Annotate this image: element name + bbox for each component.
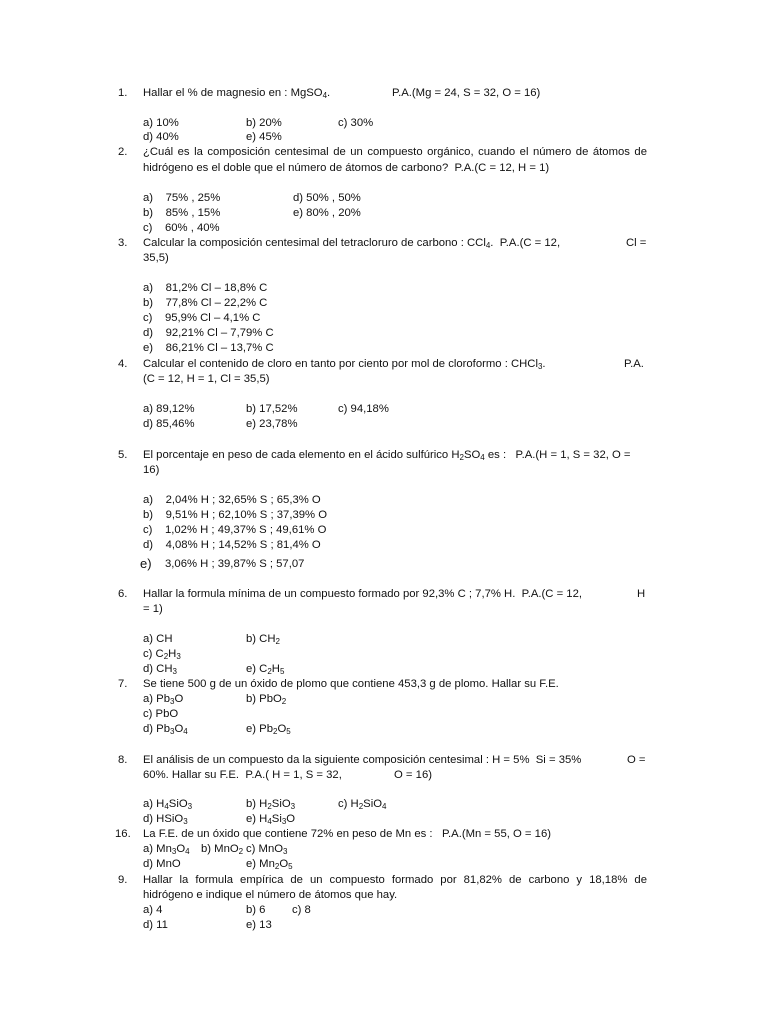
question-text-line: ¿Cuál es la composición centesimal de un compuesto orgánico, cuando el número de átomos de — [143, 146, 647, 158]
option-a: a) 10% — [143, 117, 179, 129]
question-text-fragment: O = — [627, 754, 646, 766]
option-d: d) 50% , 50% — [293, 192, 361, 204]
option-b: b) $H_2SiO_3$ — [246, 798, 296, 811]
question-text: Se tiene 500 g de un óxido de plomo que contiene 453,3 g de plomo. Hallar su F.E. — [143, 678, 559, 690]
option-e: e) 23,78% — [246, 418, 298, 430]
option-a: a) 75% , 25% — [143, 192, 221, 204]
option-a: a) 4 — [143, 904, 163, 916]
option-d: d) 85,46% — [143, 418, 195, 430]
question-text-line: 16) — [143, 464, 160, 476]
option-e: e) $Pb_2O_5$ — [246, 723, 291, 736]
option-c: c) $C_2H_3$ — [143, 648, 181, 661]
question-number: 8. — [118, 754, 128, 766]
question-text-line: 60%. Hallar su F.E. P.A.( H = 1, S = 32, — [143, 769, 342, 781]
question-number: 2. — [118, 146, 128, 158]
option-a: a) $H_4SiO_3$ — [143, 798, 193, 811]
option-e: e) 13 — [246, 919, 272, 931]
option-b: b) $CH_2$ — [246, 633, 280, 646]
option-a: a) 81,2% Cl – 18,8% C — [143, 282, 268, 294]
atomic-masses: P.A.(Mg = 24, S = 32, O = 16) — [392, 87, 541, 99]
question-text-line: 35,5) — [143, 252, 169, 264]
option-c: c) 60% , 40% — [143, 222, 220, 234]
option-c: c) 95,9% Cl – 4,1% C — [143, 312, 261, 324]
option-c: c) MnO$_3$ — [246, 843, 288, 856]
question-number: 9. — [118, 874, 128, 886]
option-c: c) 1,02% H ; 49,37% S ; 49,61% O — [143, 524, 327, 536]
option-a: a) $Mn_3O_4$ — [143, 843, 190, 856]
option-a: a) 89,12% — [143, 403, 195, 415]
option-a: a) CH — [143, 633, 173, 645]
option-e: e) 86,21% Cl – 13,7% C — [143, 342, 274, 354]
option-e: e) 80% , 20% — [293, 207, 361, 219]
option-c: c) PbO — [143, 708, 179, 720]
question-number: 5. — [118, 449, 128, 461]
question-number: 16. — [115, 828, 131, 840]
option-d: d) 92,21% Cl – 7,79% C — [143, 327, 274, 339]
option-e: e) $H_4Si_3O$ — [246, 813, 296, 826]
option-e: 3,06% H ; 39,87% S ; 57,07 — [165, 558, 305, 570]
option-d: d) MnO — [143, 858, 181, 870]
option-b: b) 6 — [246, 904, 266, 916]
option-c: c) $H_2SiO_4$ — [338, 798, 387, 811]
option-e: e) $C_2H_5$ — [246, 663, 285, 676]
option-b: b) MnO$_2$ — [201, 843, 244, 856]
question-text-line: Calcular la composición centesimal del tetracloruro de carbono : CCl$_4$. P.A.(C = 12, — [143, 237, 561, 250]
question-text-fragment: Cl = — [626, 237, 647, 249]
option-a: a) $Pb_3O$ — [143, 693, 184, 706]
option-c: c) 8 — [292, 904, 311, 916]
option-a: a) 2,04% H ; 32,65% S ; 65,3% O — [143, 494, 321, 506]
question-text-line: El análisis de un compuesto da la siguiente composición centesimal : H = 5% Si = 35% — [143, 754, 582, 766]
option-c: c) 94,18% — [338, 403, 389, 415]
option-c: c) 30% — [338, 117, 374, 129]
question-text-line: El porcentaje en peso de cada elemento en el ácido sulfúrico $H_2SO_4$ es : P.A.(H = 1, S = 32, O = — [143, 449, 631, 462]
option-d: d) 4,08% H ; 14,52% S ; 81,4% O — [143, 539, 321, 551]
question-text-line: hidrógeno e indique el número de átomos que hay. — [143, 889, 398, 901]
question-text-fragment: O = 16) — [394, 769, 432, 781]
question-number: 1. — [118, 87, 128, 99]
option-d: d) $CH_3$ — [143, 663, 177, 676]
question-number: 6. — [118, 588, 128, 600]
question-text: La F.E. de un óxido que contiene 72% en peso de Mn es : P.A.(Mn = 55, O = 16) — [143, 828, 551, 840]
question-text: Hallar el % de magnesio en : MgSO$_4$. — [143, 87, 331, 100]
option-d: d) HSiO$_3$ — [143, 813, 188, 826]
question-text-line: (C = 12, H = 1, Cl = 35,5) — [143, 373, 270, 385]
question-text-line: hidrógeno es el doble que el número de átomos de carbono? P.A.(C = 12, H = 1) — [143, 162, 550, 174]
question-text-fragment: P.A. — [624, 358, 644, 370]
question-text-line: Hallar la formula empírica de un compuesto formado por 81,82% de carbono y 18,18% de — [143, 874, 647, 886]
option-b: b) PbO$_2$ — [246, 693, 287, 706]
question-number: 4. — [118, 358, 128, 370]
option-b: b) 17,52% — [246, 403, 298, 415]
question-text-line: Hallar la formula mínima de un compuesto formado por 92,3% C ; 7,7% H. P.A.(C = 12, — [143, 588, 583, 600]
option-b: b) 9,51% H ; 62,10% S ; 37,39% O — [143, 509, 327, 521]
question-text-line: Calcular el contenido de cloro en tanto por ciento por mol de cloroformo : CHCl$_3$. — [143, 358, 546, 371]
option-b: b) 20% — [246, 117, 282, 129]
option-d: d) 40% — [143, 131, 179, 143]
question-number: 7. — [118, 678, 128, 690]
option-d: d) 11 — [143, 919, 168, 931]
question-number: 3. — [118, 237, 128, 249]
option-b: b) 85% , 15% — [143, 207, 221, 219]
option-e: e) $Mn_2O_5$ — [246, 858, 293, 871]
option-e-label: e) — [140, 556, 152, 571]
question-text-line: = 1) — [143, 603, 163, 615]
option-e: e) 45% — [246, 131, 282, 143]
question-text-fragment: H — [637, 588, 646, 600]
option-d: d) $Pb_3O_4$ — [143, 723, 188, 736]
option-b: b) 77,8% Cl – 22,2% C — [143, 297, 268, 309]
